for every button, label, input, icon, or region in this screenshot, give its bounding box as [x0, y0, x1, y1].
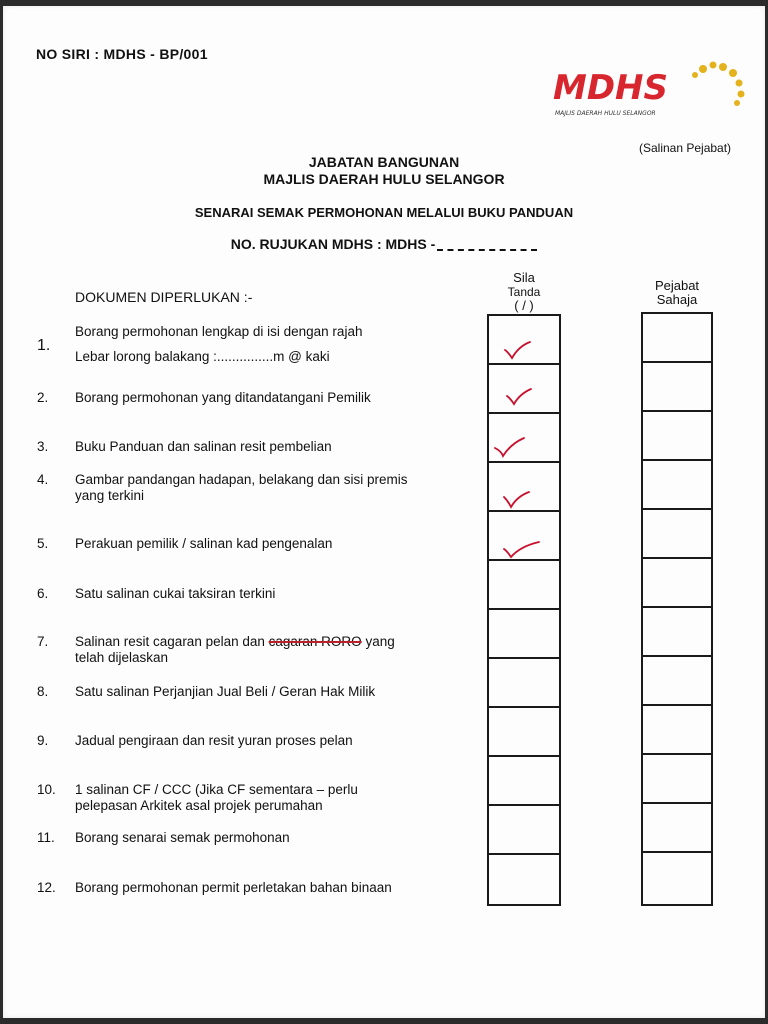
checkmark-icon — [493, 436, 527, 460]
item-text: Perakuan pemilik / salinan kad pengenalan — [75, 536, 333, 551]
tick-box[interactable] — [487, 853, 561, 906]
item-number: 2. — [37, 390, 49, 405]
office-box — [641, 851, 713, 906]
tick-header-line1: Sila — [513, 270, 535, 285]
item-text: Satu salinan Perjanjian Jual Beli / Geran Hak Milik — [75, 684, 376, 699]
item-text-line2: Lebar lorong balakang :...............m @ kaki — [75, 349, 330, 364]
reference-label: NO. RUJUKAN MDHS : MDHS - — [230, 236, 436, 252]
reference-blank[interactable] — [437, 249, 537, 251]
form-page — [3, 6, 765, 1018]
tick-box[interactable] — [487, 559, 561, 610]
item-text: Borang permohonan yang ditandatangani Pemilik — [75, 390, 371, 405]
department-title: JABATAN BANGUNAN — [308, 154, 460, 170]
item-text: Gambar pandangan hadapan, belakang dan sisi premis — [75, 472, 408, 487]
item-text: Satu salinan cukai taksiran terkini — [75, 586, 276, 601]
item-text: Buku Panduan dan salinan resit pembelian — [75, 439, 332, 454]
item-text-part: yang — [361, 634, 395, 649]
reference-line — [3, 236, 765, 252]
item-number: 1. — [37, 337, 51, 354]
item-number: 3. — [37, 439, 49, 454]
office-box — [641, 459, 713, 510]
office-header-line1: Pejabat — [654, 278, 700, 293]
tick-box[interactable] — [487, 804, 561, 855]
checkmark-icon — [503, 340, 533, 362]
office-box — [641, 606, 713, 657]
office-box — [641, 655, 713, 706]
checkmark-icon — [502, 539, 542, 561]
tick-box[interactable] — [487, 657, 561, 708]
item-text-line2: pelepasan Arkitek asal projek perumahan — [75, 798, 323, 813]
checkmark-icon — [505, 386, 535, 408]
checkmark-icon — [502, 489, 532, 511]
tick-box[interactable] — [487, 706, 561, 757]
item-number: 5. — [37, 536, 49, 551]
office-box — [641, 410, 713, 461]
office-header-line2: Sahaja — [656, 292, 698, 307]
logo-subtext: MAJLIS DAERAH HULU SELANGOR — [555, 110, 656, 117]
item-text: Borang senarai semak permohonan — [75, 830, 290, 845]
item-number: 7. — [37, 634, 49, 649]
item-text: 1 salinan CF / CCC (Jika CF sementara – perlu — [75, 782, 358, 797]
documents-label: DOKUMEN DIPERLUKAN :- — [75, 289, 253, 305]
office-box — [641, 361, 713, 412]
office-box — [641, 753, 713, 804]
item-text-line2: telah dijelaskan — [75, 650, 169, 665]
item-number: 12. — [37, 880, 56, 895]
tick-header-line2: Tanda — [507, 285, 541, 299]
office-box — [641, 802, 713, 853]
office-box — [641, 312, 713, 363]
item-text-part: Salinan resit cagaran pelan dan — [75, 634, 269, 649]
item-number: 10. — [37, 782, 56, 797]
office-column-header — [639, 279, 715, 307]
item-number: 4. — [37, 472, 49, 487]
office-box — [641, 557, 713, 608]
serial-number: NO SIRI : MDHS - BP/001 — [36, 46, 208, 62]
item-number: 11. — [37, 830, 55, 845]
tick-box[interactable] — [487, 608, 561, 659]
council-title: MAJLIS DAERAH HULU SELANGOR — [263, 171, 505, 187]
tick-box[interactable] — [487, 755, 561, 806]
item-text-line2: yang terkini — [75, 488, 145, 503]
item-text: Borang permohonan permit perletakan bahan binaan — [75, 880, 392, 895]
item-number: 6. — [37, 586, 49, 601]
item-text — [75, 634, 475, 650]
struck-text: cagaran RORO — [268, 634, 362, 649]
item-text: Borang permohonan lengkap di isi dengan rajah — [75, 324, 363, 339]
logo-text: MDHS — [553, 68, 668, 108]
mdhs-logo — [553, 61, 753, 121]
item-text: Jadual pengiraan dan resit yuran proses pelan — [75, 733, 353, 748]
tick-column-header — [487, 271, 561, 313]
office-box — [641, 508, 713, 559]
checklist-title: SENARAI SEMAK PERMOHONAN MELALUI BUKU PANDUAN — [194, 205, 574, 220]
office-box — [641, 704, 713, 755]
item-number: 9. — [37, 733, 49, 748]
copy-label: (Salinan Pejabat) — [639, 141, 732, 155]
item-number: 8. — [37, 684, 49, 699]
tick-header-line3: ( / ) — [514, 298, 534, 313]
